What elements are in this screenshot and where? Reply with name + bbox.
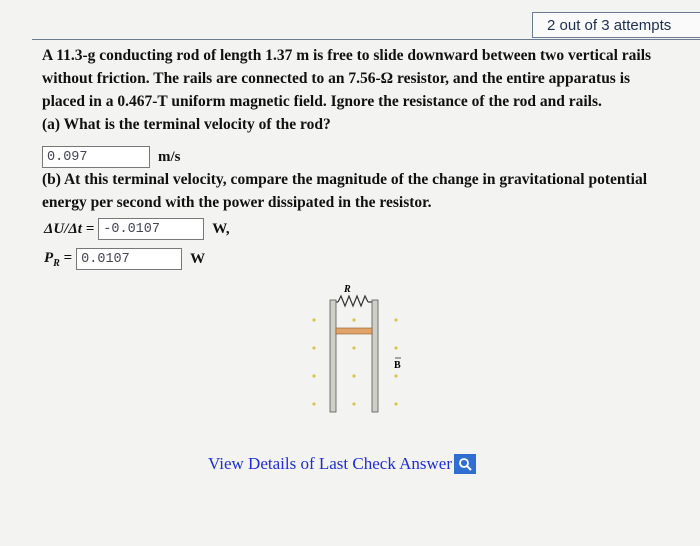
resistor-zigzag	[338, 296, 368, 306]
pr-input[interactable]	[76, 248, 182, 270]
answer-a-row	[42, 146, 181, 168]
pr-unit: W	[190, 250, 206, 267]
pr-label: $P_R$ =	[44, 249, 73, 269]
part-b-question	[42, 168, 690, 214]
du-dt-input[interactable]	[98, 218, 204, 240]
problem-statement	[42, 44, 690, 136]
answer-pr-row	[44, 248, 205, 270]
check-answer-row	[208, 454, 476, 474]
view-details-link[interactable]: View Details of Last Check Answer	[208, 454, 453, 473]
du-dt-unit: W,	[212, 220, 230, 237]
problem-line-1: A 11.3-g conducting rod of length 1.37 m is free to slide downward between two vertical rails	[42, 47, 652, 64]
attempts-counter	[532, 12, 700, 38]
velocity-input[interactable]	[42, 146, 150, 168]
part-b-line-1: (b) At this terminal velocity, compare the magnitude of the change in gravitational potential	[42, 171, 648, 188]
du-dt-label: ΔU/Δt =	[44, 220, 95, 237]
search-icon[interactable]	[454, 454, 476, 474]
part-a-question: (a) What is the terminal velocity of the rod?	[42, 116, 331, 133]
right-rail	[372, 300, 378, 412]
field-label: B	[394, 360, 401, 371]
sliding-rod	[336, 328, 372, 334]
problem-line-2: without friction. The rails are connected to an 7.56-Ω resistor, and the entire apparatus is	[42, 70, 631, 87]
answer-du-row	[44, 218, 230, 240]
left-rail	[330, 300, 336, 412]
rail-diagram	[308, 280, 408, 420]
problem-line-3: placed in a 0.467-T uniform magnetic field. Ignore the resistance of the rod and rails.	[42, 93, 602, 110]
part-b-line-2: energy per second with the power dissipated in the resistor.	[42, 194, 432, 211]
velocity-unit: m/s	[158, 148, 181, 165]
attempts-text: 2 out of 3 attempts	[547, 16, 672, 34]
header-divider	[32, 39, 700, 40]
resistor-label: R	[344, 284, 351, 295]
